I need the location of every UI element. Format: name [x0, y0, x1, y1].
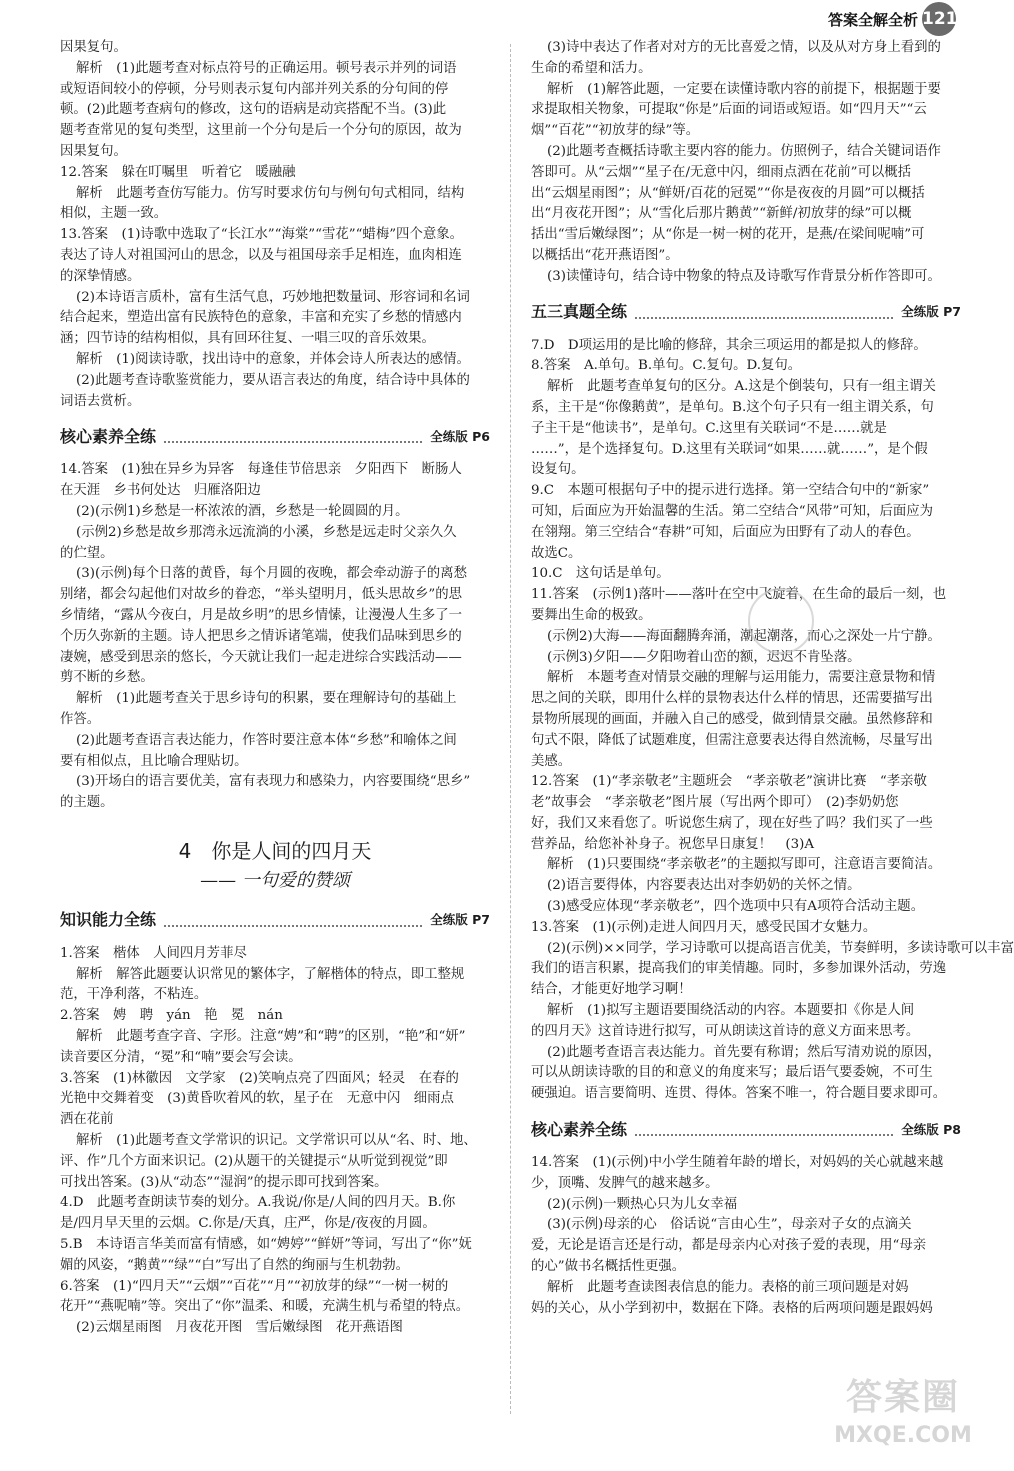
text-line: 出“月夜花开图”；从“雪化后那片鹅黄”“新鲜/初放芽的绿”可以概 — [531, 206, 912, 222]
text-line: 11.答案 (示例1)落叶——落叶在空中飞旋着，在生命的最后一刻，也 — [531, 587, 947, 603]
section-header — [60, 904, 490, 938]
text-line: 解析 本题考查对情景交融的理解与运用能力，需要注意景物和情 — [547, 670, 936, 686]
section-title: 核心素养全练 — [531, 1119, 628, 1139]
text-line: 的四月天》这首诗进行拟写，可从朗读这首诗的意义方面来思考。 — [531, 1023, 920, 1039]
text-line: 相似，主题一致。 — [60, 206, 168, 222]
text-line: 别绪，都会勾起他们对故乡的眷恋，“举头望明月，低头思故乡”的思 — [60, 587, 463, 603]
section-version: 全练版 P8 — [901, 1121, 961, 1137]
right-text-block — [531, 1153, 961, 1319]
text-line: (3)感受应体现“孝亲敬老”，四个选项中只有A项符合活动主题。 — [547, 899, 925, 915]
text-line: (3)读懂诗句，结合诗中物象的特点及诗歌写作背景分析作答即可。 — [547, 268, 941, 284]
left-text-block — [60, 38, 490, 412]
text-line: 乡情绪，“露从今夜白，月是故乡明”的思乡情愫，让漫漫人生多了一 — [60, 607, 463, 623]
text-line: 13.答案 (1)(示例)走进人间四月天，感受民国才女魅力。 — [531, 919, 877, 935]
left-text-block — [60, 944, 490, 1339]
text-line: (2)此题考查语言表达能力，作答时要注意本体“乡愁”和喻体之间 — [76, 732, 457, 748]
section-title: 核心素养全练 — [60, 426, 157, 446]
text-line: 结合，才能更好地学习啊！ — [531, 982, 692, 998]
text-line: 7.D D项运用的是比喻的修辞，其余三项运用的都是拟人的修辞。 — [531, 337, 927, 353]
text-line: 景物所展现的画面，并融入自己的感受，做到情景交融。虽然修辞和 — [531, 711, 933, 727]
left-column — [60, 38, 490, 1339]
text-line: 作答。 — [60, 711, 101, 727]
text-line: 营养品，给您补补身子。祝您早日康复！ (3)A — [531, 836, 815, 852]
text-line: (2)此题考查语言表达能力。首先要有称谓；然后写清劝说的原因， — [547, 1044, 941, 1060]
text-line: 12.答案 (1)“孝亲敬老”主题班会 “孝亲敬老”演讲比赛 “孝亲敬 — [531, 774, 927, 790]
text-line: 10.C 这句话是单句。 — [531, 566, 670, 582]
text-line: 解析 此题考查单复句的区分。A.这是个倒装句，只有一组主谓关 — [547, 379, 936, 395]
text-line: 思之间的关联，即用什么样的景物表达什么样的情思，还需要描写出 — [531, 691, 933, 707]
text-line: 美感。 — [531, 753, 572, 769]
left-text-block — [60, 460, 490, 814]
text-line: 硬强迫。语言要简明、连贯、得体。答案不唯一，符合题目要求即可。 — [531, 1086, 947, 1102]
text-line: 爱，无论是语言还是行动，都是母亲内心对孩子爱的表现，用“母亲 — [531, 1238, 927, 1254]
watermark-logo: 答案圈 — [845, 1377, 960, 1418]
text-line: 可知，后面应为开始温馨的生活。第二空结合“风带”可知，后面应为 — [531, 503, 934, 519]
text-line: 3.答案 (1)林徽因 文学家 (2)笑响点亮了四面风；轻灵 在春的 — [60, 1070, 459, 1086]
text-line: 顿。(2)此题考查病句的修改，这句的语病是动宾搭配不当。(3)此 — [60, 102, 447, 118]
text-line: 在翎翔。第三空结合“春耕”可知，后面应为田野有了动人的春色。 — [531, 524, 920, 540]
text-line: 2.答案 娉 聘 yán 艳 冕 nán — [60, 1008, 283, 1024]
section-version: 全练版 P7 — [430, 912, 490, 928]
text-line: (2)本诗语言质朴，富有生活气息，巧妙地把数量词、形容词和名词 — [76, 289, 470, 305]
text-line: 12.答案 躲在叮嘱里 听着它 暖融融 — [60, 164, 296, 180]
text-line: (示例2)乡愁是故乡那湾永远流淌的小溪，乡愁是远走时父亲久久 — [76, 524, 457, 540]
section-version: 全练版 P6 — [430, 428, 490, 444]
section-dotted-rule — [635, 1124, 893, 1136]
text-line: (3)开场白的语言要优美，富有表现力和感染力，内容要围绕“思乡” — [76, 774, 471, 790]
section-dotted-rule — [164, 915, 422, 927]
text-line: 14.答案 (1)独在异乡为异客 每逢佳节倍思亲 夕阳西下 断肠人 — [60, 462, 462, 478]
page-number: 121 — [922, 2, 956, 36]
watermark — [828, 1373, 978, 1463]
text-line: 可以从朗读诗歌的目的和意义的角度来写；最后语气要委婉，不可生 — [531, 1065, 933, 1081]
text-line: 14.答案 (1)(示例)中小学生随着年龄的增长，对妈妈的关心就越来越 — [531, 1155, 944, 1171]
text-line: 的深挚情感。 — [60, 268, 141, 284]
text-line: (2)此题考查诗歌鉴赏能力，要从语言表达的角度，结合诗中具体的 — [76, 372, 470, 388]
section-version: 全练版 P7 — [901, 304, 961, 320]
text-line: 读音要区分清，“冕”和“喃”要会写会读。 — [60, 1049, 302, 1065]
lesson-subtitle: —— 一句爱的赞颂 — [200, 869, 350, 891]
text-line: (2)(示例)××同学，学习诗歌可以提高语言优美，节奏鲜明，多读诗歌可以丰富 — [547, 940, 1014, 956]
text-line: 结合起来，塑造出富有民族特色的意象，丰富和充实了乡愁的情感内 — [60, 310, 462, 326]
text-line: (2)云烟星雨图 月夜花开图 雪后嫩绿图 花开燕语图 — [76, 1320, 403, 1336]
text-line: 5.B 本诗语言华美而富有情感，如“娉婷”“鲜妍”等词，写出了“你”妩 — [60, 1237, 472, 1253]
text-line: 9.C 本题可根据句子中的提示进行选择。第一空结合句中的“新家” — [531, 483, 930, 499]
text-line: 凄婉，感受到思亲的悠长，今天就让我们一起走进综合实践活动—— — [60, 649, 462, 665]
text-line: 题考查常见的复句类型，这里前一个分句是后一个分句的原因，故为 — [60, 123, 462, 139]
watermark-url: MXQE.COM — [834, 1423, 972, 1448]
text-line: 8.答案 A.单句。B.单句。C.复句。D.复句。 — [531, 358, 802, 374]
text-line: 要有相似点，且比喻合理贴切。 — [60, 753, 248, 769]
text-line: 的心”做书名概括性更强。 — [531, 1259, 686, 1275]
text-line: 解析 (1)此题考查文学常识的识记。文学常识可以从“名、时、地、 — [76, 1133, 477, 1149]
text-line: (3)(示例)每个日落的黄昏，每个月圆的夜晚，都会牵动游子的离愁 — [76, 566, 467, 582]
text-line: 的伫望。 — [60, 545, 114, 561]
text-line: 解析 (1)只要围绕“孝亲敬老”的主题拟写即可，注意语言要简洁。 — [547, 857, 942, 873]
text-line: 系，主干是“你像鹅黄”，是单句。B.这个句子只有一组主谓关系，句 — [531, 399, 934, 415]
text-line: 光艳中交舞着变 (3)黄昏吹着风的软，星子在 无意中闪 细雨点 — [60, 1091, 454, 1107]
text-line: (3)诗中表达了作者对对方的无比喜爱之情，以及从对方身上看到的 — [547, 40, 941, 55]
text-line: 烟”“百花”“初放芽的绿”等。 — [531, 123, 700, 139]
text-line: 少，顶嘴、发脾气的越来越多。 — [531, 1175, 719, 1191]
text-line: 出“云烟星雨图”；从“鲜妍/百花的冠冕”“你是夜夜的月圆”可以概括 — [531, 185, 925, 201]
text-line: ……”，是个选择复句。D.这里有关联词“如果……就……”，是个假 — [531, 441, 928, 457]
text-line: 解析 解答此题要认识常见的繁体字，了解楷体的特点，即工整规 — [76, 966, 465, 982]
text-line: 要舞出生命的极致。 — [531, 607, 652, 623]
text-line: 个历久弥新的主题。诗人把思乡之情诉诸笔端，使我们品味到思乡的 — [60, 628, 462, 644]
text-line: 答即可。从“云烟”“星子在/无意中闪，细雨点洒在花前”可以概括 — [531, 164, 912, 180]
text-line: 因果复句。 — [60, 40, 127, 55]
text-line: 解析 (1)此题考查对标点符号的正确运用。顿号表示并列的词语 — [76, 60, 457, 76]
text-line: 生命的希望和活力。 — [531, 60, 652, 76]
column-divider — [510, 44, 511, 1414]
text-line: 解析 (1)此题考查关于思乡诗句的积累，要在理解诗句的基础上 — [76, 691, 457, 707]
text-line: 表达了诗人对祖国河山的思念，以及与祖国母亲手足相连，血肉相连 — [60, 247, 462, 263]
text-line: 我们的语言积累，提高我们的审美情趣。同时，多参加课外活动，劳逸 — [531, 961, 947, 977]
text-line: 花开”“燕呢喃”等。突出了“你”温柔、和暖，充满生机与希望的特点。 — [60, 1299, 470, 1315]
text-line: 解析 (1)解答此题，一定要在读懂诗歌内容的前提下，根据题于要 — [547, 81, 941, 97]
text-line: 1.答案 楷体 人间四月芳菲尽 — [60, 945, 247, 961]
section-dotted-rule — [635, 307, 893, 319]
section-title: 五三真题全练 — [531, 302, 628, 322]
text-line: 词语去赏析。 — [60, 393, 141, 409]
text-line: 范，干净利落，不粘连。 — [60, 987, 208, 1003]
right-column — [531, 38, 1014, 1319]
lesson-title: 4 你是人间的四月天 — [178, 838, 372, 863]
stamp-mark — [748, 588, 814, 654]
section-header — [60, 420, 490, 454]
text-line: 解析 (1)拟写主题语要围绕活动的内容。本题要扣《你是人间 — [547, 1003, 915, 1019]
text-line: 子主干是“他读书”，是单句。C.这里有关联词“不是……就是 — [531, 420, 887, 436]
text-line: 评、作”几个方面来识记。(2)从题干的关键提示“从听觉到视觉”即 — [60, 1153, 448, 1169]
text-line: 句式不限，降低了试题难度，但需注意要表达得自然流畅，尽量写出 — [531, 732, 933, 748]
text-line: (2)此题考查概括诗歌主要内容的能力。仿照例子，结合关键词语作 — [547, 143, 941, 159]
text-line: 洒在花前 — [60, 1112, 114, 1128]
text-line: 媚的风姿，“鹅黄”“绿”“白”写出了自然的绚丽与生机勃勃。 — [60, 1257, 410, 1273]
text-line: 或短语间较小的停顿，分号则表示复句内部并列关系的分句间的停 — [60, 81, 449, 97]
text-line: (示例2)大海——海面翻腾奔涌，潮起潮落，而心之深处一片宁静。 — [547, 628, 941, 644]
text-line: 涵；四节诗的结构相似，具有回环往复、一唱三叹的音乐效果。 — [60, 331, 435, 347]
header-title: 答案全解全析 — [827, 11, 918, 29]
text-line: 妈的关心，从小学到初中，数据在下降。表格的后两项问题是跟妈妈 — [531, 1300, 933, 1316]
text-line: 解析 此题考查仿写能力。仿写时要求仿句与例句句式相同，结构 — [76, 185, 465, 201]
text-line: 在天涯 乡书何处达 归雁洛阳边 — [60, 483, 261, 499]
text-line: (3)(示例)母亲的心 俗话说“言由心生”，母亲对子女的点滴关 — [547, 1217, 912, 1233]
section-dotted-rule — [164, 431, 422, 443]
text-line: 剪不断的乡愁。 — [60, 670, 154, 686]
text-line: (示例3)夕阳——夕阳吻着山峦的额，迟迟不肯坠落。 — [547, 649, 861, 665]
text-line: 是/四月早天里的云烟。C.你是/天真，庄严，你是/夜夜的月圆。 — [60, 1216, 436, 1232]
text-line: 好，我们又来看您了。听说您生病了，现在好些了吗？我们买了一些 — [531, 815, 933, 831]
text-line: (2)(示例1)乡愁是一杯浓浓的酒，乡愁是一轮圆圆的月。 — [76, 503, 409, 519]
text-line: 设复句。 — [531, 462, 585, 478]
section-title: 知识能力全练 — [60, 910, 157, 930]
section-header — [531, 296, 961, 330]
text-line: 故选C。 — [531, 545, 582, 561]
text-line: 以概括出“花开燕语图”。 — [531, 247, 679, 263]
text-line: 解析 此题考查读图表信息的能力。表格的前三项问题是对妈 — [547, 1279, 909, 1295]
text-line: (2)(示例)一颗热心只为儿女幸福 — [547, 1196, 738, 1212]
lesson-heading — [60, 836, 490, 896]
right-text-block — [531, 336, 1014, 1105]
text-line: 解析 (1)阅读诗歌，找出诗中的意象，并体会诗人所表达的感情。 — [76, 351, 470, 367]
section-header — [531, 1113, 961, 1147]
text-line: 老”故事会 “孝亲敬老”图片展（写出两个即可） (2)李奶奶您 — [531, 795, 899, 811]
text-line: 可找出答案。(3)从“动态”“湿润”的提示即可找到答案。 — [60, 1174, 388, 1190]
text-line: 括出“雪后嫩绿图”；从“你是一树一树的花开，是燕/在梁间呢喃”可 — [531, 227, 925, 243]
text-line: 求提取相关物象，可提取“你是”后面的词语或短语。如“四月天”“云 — [531, 102, 927, 118]
right-text-block — [531, 38, 961, 288]
text-line: 的主题。 — [60, 795, 114, 811]
text-line: 6.答案 (1)“四月天”“云烟”“百花”“月”“初放芽的绿”“一树一树的 — [60, 1278, 449, 1294]
text-line: 13.答案 (1)诗歌中选取了“长江水”“海棠”“雪花”“蜡梅”四个意象。 — [60, 227, 464, 243]
text-line: 解析 此题考查字音、字形。注意“娉”和“聘”的区别，“艳”和“妍” — [76, 1029, 466, 1045]
text-line: 因果复句。 — [60, 143, 127, 159]
text-line: (2)语言要得体，内容要表达出对李奶奶的关怀之情。 — [547, 878, 861, 894]
text-line: 4.D 此题考查朗读节奏的划分。A.我说/你是/人间的四月天。B.你 — [60, 1195, 456, 1211]
